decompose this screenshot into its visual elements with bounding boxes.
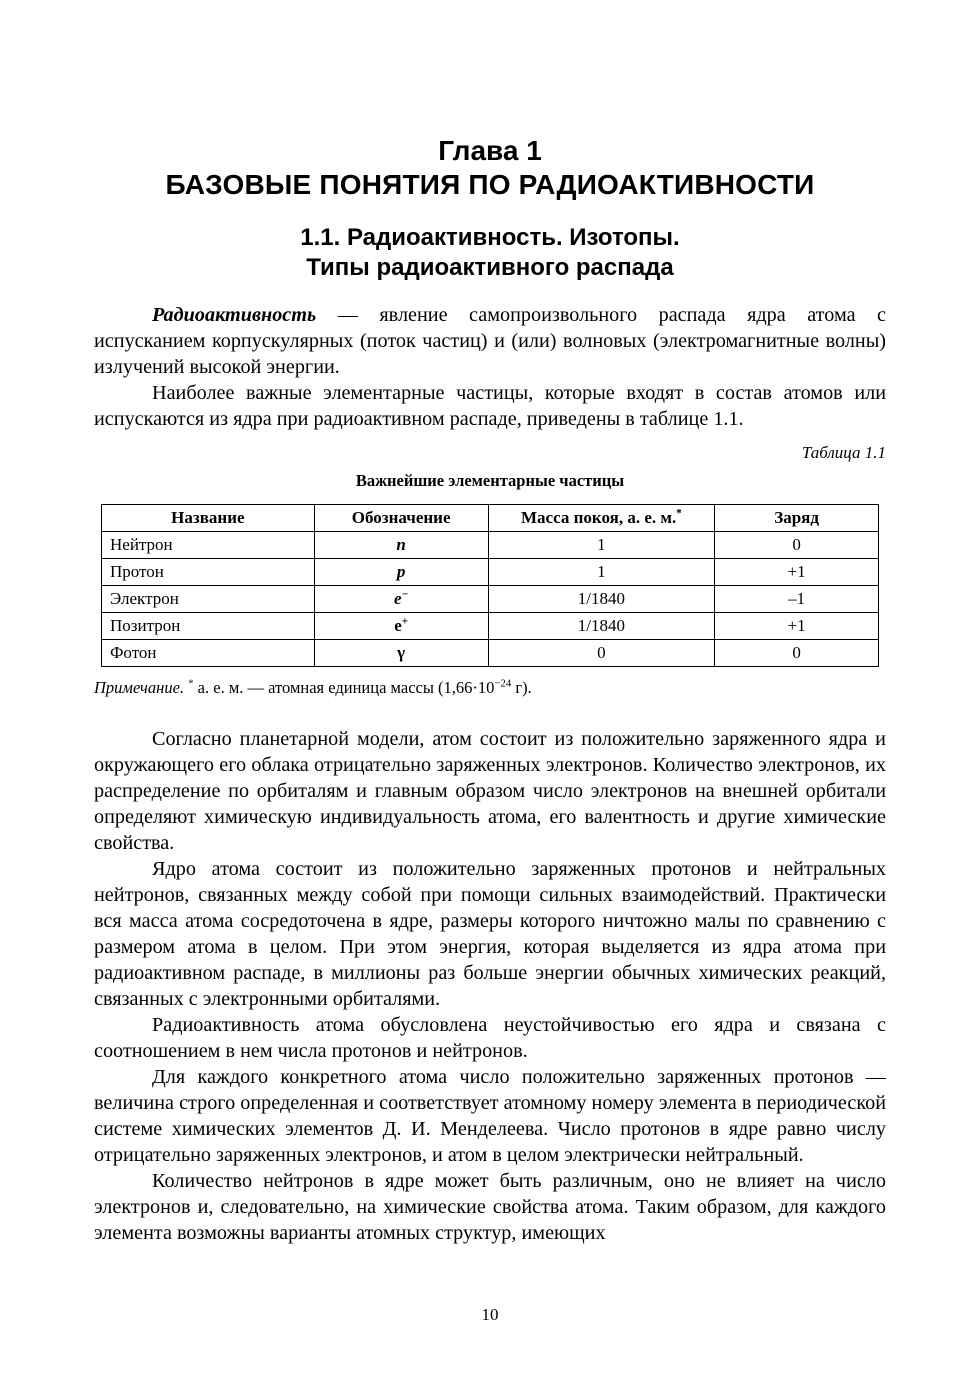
cell-name: Позитрон	[102, 613, 315, 640]
note-label: Примечание	[94, 678, 180, 697]
cell-charge: –1	[715, 586, 879, 613]
symbol-letter: γ	[397, 643, 406, 662]
table-row	[102, 532, 879, 559]
term-radioactivity: Радиоактивность	[152, 304, 317, 326]
cell-symbol	[314, 559, 488, 586]
cell-mass: 1	[488, 559, 715, 586]
cell-name: Протон	[102, 559, 315, 586]
table-caption: Важнейшие элементарные частицы	[355, 471, 625, 490]
note-text-before: а. е. м. — атомная единица массы (1,66·10	[193, 678, 495, 697]
symbol-letter: n	[396, 535, 406, 554]
table-note: Примечание. * а. е. м. — атомная единица массы ($1,66\cdot 10^{-24}$ г).	[94, 677, 532, 697]
note-mark: *	[188, 677, 194, 690]
table-row	[102, 640, 879, 667]
note-text-after: г).	[511, 678, 532, 697]
body-paragraph: Радиоактивность атома обусловлена неустойчивостью его ядра и связана с соотношением в нем числа протонов и нейтронов.	[94, 1014, 886, 1062]
header-mass-footnote-mark: *	[676, 507, 682, 520]
cell-mass: 1/1840	[488, 613, 715, 640]
table-row	[102, 586, 879, 613]
cell-name: Фотон	[102, 640, 315, 667]
cell-name: Электрон	[102, 586, 315, 613]
section-title-line-2: Типы радиоактивного распада	[306, 254, 674, 281]
header-mass	[488, 505, 715, 532]
cell-charge: +1	[715, 613, 879, 640]
header-name: Название	[102, 505, 315, 532]
symbol-letter: p	[396, 562, 406, 581]
chapter-label: Глава 1	[438, 135, 542, 166]
cell-charge: +1	[715, 559, 879, 586]
intro-paragraph-1	[94, 302, 886, 380]
table-number: Таблица 1.1	[801, 443, 886, 462]
page-number: 10	[481, 1305, 499, 1324]
cell-charge: 0	[715, 532, 879, 559]
cell-name: Нейтрон	[102, 532, 315, 559]
header-charge: Заряд	[715, 505, 879, 532]
cell-mass: 1	[488, 532, 715, 559]
definition-text: — явление самопроизвольного распада ядра атома с испусканием корпускулярных (поток частиц) и (или) волновых (электромагнитные волны) излучений высокой энергии.	[94, 304, 886, 378]
body-paragraph: Согласно планетарной модели, атом состоит из положительно заряженного ядра и окружающего его облака отрицательно заряженных электронов. Количество электронов, их распределение по орбиталям и главным образом число электронов на внешней орбитали определяют химическую индивидуальность атома, его валентность и другие химические свойства.	[94, 728, 886, 854]
section-title	[94, 223, 886, 283]
table-header-row	[102, 505, 879, 532]
header-symbol: Обозначение	[314, 505, 488, 532]
header-mass-label: Масса покоя, а. е. м.	[521, 508, 677, 527]
table-row	[102, 613, 879, 640]
table-row	[102, 559, 879, 586]
symbol-letter: e	[394, 616, 402, 635]
particles-table	[101, 504, 879, 667]
section-title-line-1: 1.1. Радиоактивность. Изотопы.	[300, 224, 680, 251]
symbol-letter: e	[394, 589, 402, 608]
cell-symbol	[314, 532, 488, 559]
body-paragraph: Количество нейтронов в ядре может быть различным, оно не влияет на число электронов и, следовательно, на химические свойства атома. Таким образом, для каждого элемента возможны варианты атомных структур, имеющих	[94, 1170, 886, 1244]
cell-symbol	[314, 640, 488, 667]
chapter-title: БАЗОВЫЕ ПОНЯТИЯ ПО РАДИОАКТИВНОСТИ	[165, 169, 815, 200]
body-paragraph: Для каждого конкретного атома число положительно заряженных протонов — величина строго определенная и соответствует атомному номеру элемента в периодической системе химических элементов Д. И. Менделеева. Число протонов в ядре равно числу отрицательно заряженных электронов, и атом в целом электрически нейтральный.	[94, 1066, 886, 1166]
symbol-sign: +	[401, 615, 409, 628]
symbol-sign: −	[401, 588, 409, 601]
body-text	[94, 726, 886, 1246]
intro-text	[94, 302, 886, 432]
body-paragraph: Ядро атома состоит из положительно заряженных протонов и нейтральных нейтронов, связанных между собой при помощи сильных взаимодействий. Практически вся масса атома сосредоточена в ядре, размеры которого ничтожно малы по сравнению с размером атома в целом. При этом энергия, которая выделяется из ядра атома при радиоактивном распаде, в миллионы раз больше энергии обычных химических реакций, связанных с электронными орбиталями.	[94, 858, 886, 1010]
note-exponent: −24	[494, 677, 512, 690]
cell-mass: 1/1840	[488, 586, 715, 613]
intro-paragraph-2: Наиболее важные элементарные частицы, которые входят в состав атомов или испускаются из ядра при радиоактивном распаде, приведены в таблице 1.1.	[94, 382, 886, 430]
cell-symbol	[314, 586, 488, 613]
cell-mass: 0	[488, 640, 715, 667]
cell-symbol	[314, 613, 488, 640]
cell-charge: 0	[715, 640, 879, 667]
